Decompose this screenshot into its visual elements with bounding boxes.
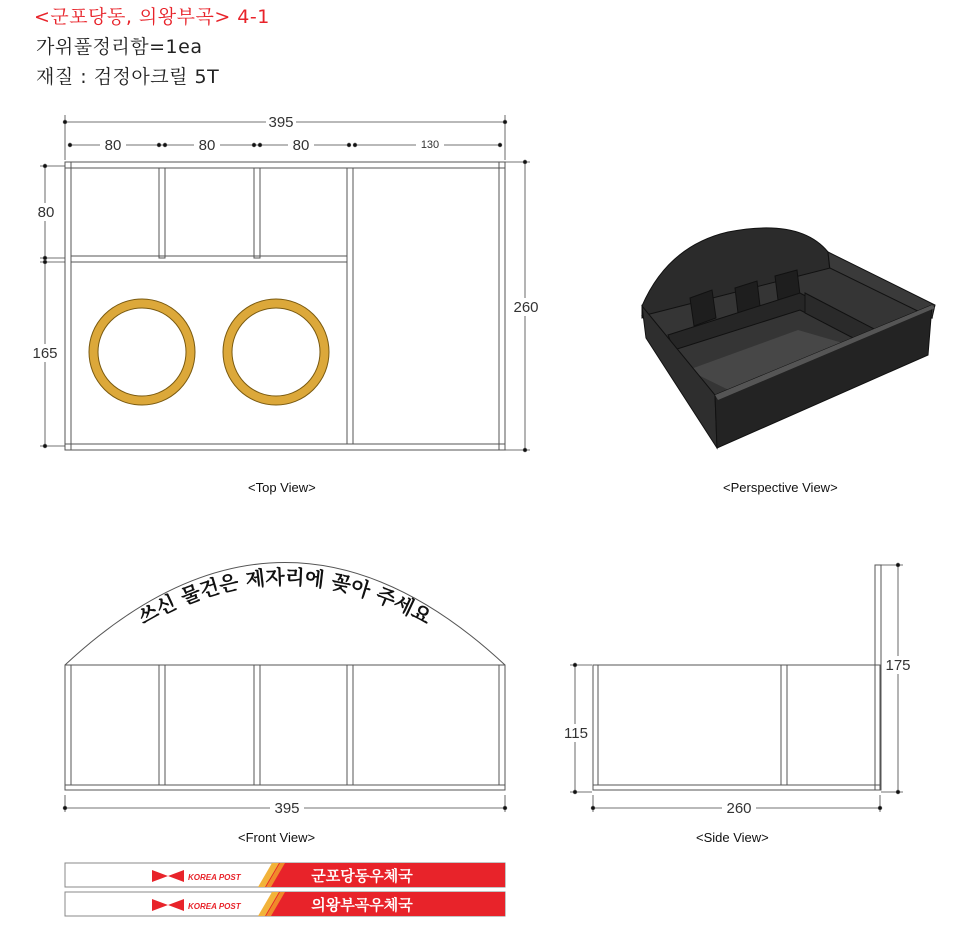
caption-top-view: <Top View> xyxy=(248,480,316,495)
top-left-wall xyxy=(65,162,71,450)
dim-front-width: 395 xyxy=(274,800,300,817)
front-box xyxy=(65,665,505,790)
top-back-wall xyxy=(65,444,505,450)
product-line: 가위풀정리함=1ea xyxy=(36,36,203,58)
dim-top-col4: 130 xyxy=(420,139,440,151)
label-strip-1 xyxy=(65,863,505,887)
scissor-ring-2-hole xyxy=(232,308,320,396)
brand-text-1: KOREA POST xyxy=(188,873,241,882)
caption-front-view: <Front View> xyxy=(238,830,316,845)
front-arc-text xyxy=(134,565,436,630)
top-right-wall xyxy=(499,162,505,450)
perspective-view xyxy=(642,228,935,448)
post-office-name-2: 의왕부곡우체국 xyxy=(311,896,413,914)
caption-perspective-view: <Perspective View> xyxy=(723,480,838,495)
side-box xyxy=(593,665,880,790)
dim-top-width: 395 xyxy=(268,114,294,131)
dim-top-col2: 80 xyxy=(198,137,216,154)
front-arc xyxy=(65,563,505,666)
dim-top-row1: 80 xyxy=(37,204,55,221)
top-divider-2 xyxy=(254,168,260,258)
top-divider-3 xyxy=(347,168,353,444)
dim-side-depth: 260 xyxy=(726,800,752,817)
brand-text-2: KOREA POST xyxy=(188,902,241,911)
dim-top-row2: 165 xyxy=(32,345,58,362)
post-office-name-1: 군포당동우체국 xyxy=(311,867,413,885)
top-horizontal-divider xyxy=(71,256,347,262)
front-arc-textpath: 쓰신 물건은 제자리에 꽂아 주세요 xyxy=(134,564,436,630)
scissor-ring-1-hole xyxy=(98,308,186,396)
side-view xyxy=(593,565,881,790)
front-view xyxy=(65,563,505,791)
top-view xyxy=(65,162,505,450)
caption-side-view: <Side View> xyxy=(696,830,769,845)
dim-top-col1: 80 xyxy=(104,137,122,154)
top-divider-1 xyxy=(159,168,165,258)
label-strip-2 xyxy=(65,892,505,916)
dim-side-height-high: 175 xyxy=(885,657,911,674)
material-line: 재질 : 검정아크릴 5T xyxy=(36,66,220,88)
page-title: <군포당동, 의왕부곡> 4-1 xyxy=(34,6,270,28)
dim-top-col3: 80 xyxy=(292,137,310,154)
top-front-wall xyxy=(65,162,505,168)
dim-side-height-low: 115 xyxy=(564,725,588,742)
dim-top-depth: 260 xyxy=(513,299,539,316)
